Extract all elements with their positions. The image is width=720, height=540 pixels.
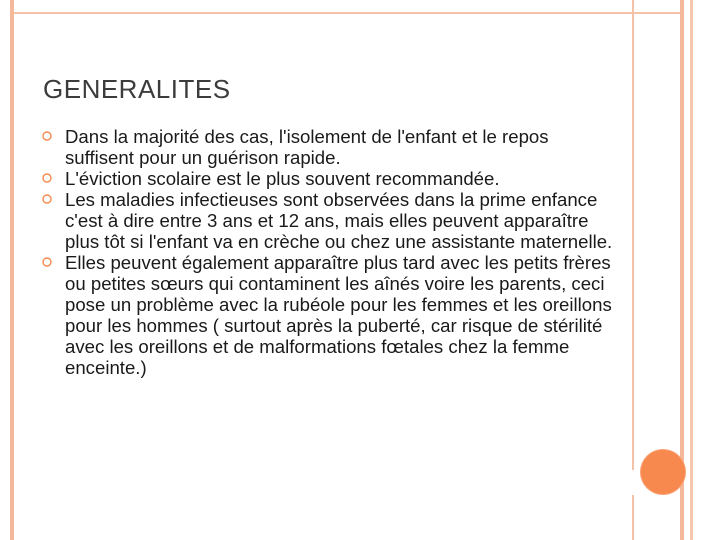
slide-title: GENERALITES: [43, 74, 231, 104]
frame-right-inner-line-bottom: [632, 495, 634, 540]
bullet-item: [42, 252, 622, 378]
bullet-text: Elles peuvent également apparaître plus tard avec les petits frères ou petites sœurs qui contaminent les aînés voire les parents, ceci pose un problème avec la rubéole pour les femmes et les oreillons pour les hommes ( surtout après la puberté, car risque de stérilité avec les oreillons et de malformations fœtales chez la femme enceinte.): [65, 252, 612, 378]
orange-circle-decoration: [641, 450, 685, 494]
circle-bullet-icon: [42, 173, 52, 183]
bullet-item: [42, 168, 622, 189]
circle-bullet-icon: [42, 257, 52, 267]
circle-bullet-icon: [42, 194, 52, 204]
frame-top-border: [14, 0, 680, 14]
frame-right-outer-border: [690, 0, 693, 540]
frame-right-inner-line: [632, 0, 634, 470]
circle-bullet-icon: [42, 131, 52, 141]
bullet-text: L'éviction scolaire est le plus souvent recommandée.: [65, 168, 500, 189]
bullet-item: [42, 189, 622, 252]
bullet-text: Dans la majorité des cas, l'isolement de l'enfant et le repos suffisent pour un guérison rapide.: [65, 126, 549, 168]
frame-left-border: [10, 0, 14, 540]
bullet-item: [42, 126, 622, 168]
bullet-text: Les maladies infectieuses sont observées dans la prime enfance c'est à dire entre 3 ans et 12 ans, mais elles peuvent apparaître plus tôt si l'enfant va en crèche ou chez une assistante maternelle.: [65, 189, 613, 252]
bullet-list: [42, 126, 622, 378]
